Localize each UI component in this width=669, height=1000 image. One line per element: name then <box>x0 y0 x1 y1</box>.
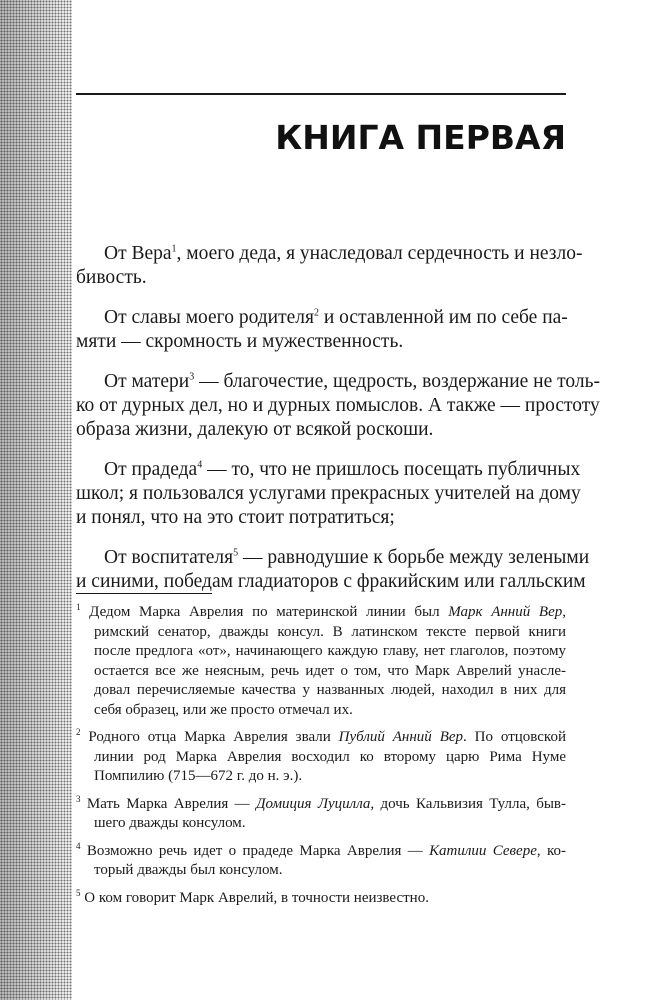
top-rule <box>76 93 566 95</box>
footnote-ref[interactable]: 5 <box>233 547 239 559</box>
footnote: $^5$ О ком говорит Марк Аврелий, в точности неизвестно. <box>76 887 429 906</box>
paragraph: От прадеда$^4$ — то, что не пришлось посещать публичных школ; я пользовался услугами прекрасных учителей на дому и понял, что на это стоит потратиться; <box>76 459 581 528</box>
footnote: $^1$ Дедом Марка Аврелия по материнской линии был Марк Анний Вер, римский сенатор, дважды консул. В латинском тексте первой книги после предлога «от», начинающего каждую главу, нет глаголов, поэтому остается все же неясным, речь идет о том, что Марк Аврелий унасле- довал перечисляемые качества у названных людей, находил в них для себя образец, или же просто отмечал их. <box>76 602 566 718</box>
footnote: $^3$ Мать Марка Аврелия — Домиция Луцилла, дочь Кальвизия Тулла, быв- шего дважды консулом. <box>76 793 567 831</box>
footnote: $^4$ Возможно речь идет о прадеде Марка Аврелия — Катилии Севере, ко- торый дважды был консулом. <box>76 840 566 878</box>
footnote-number: 4 <box>76 840 81 851</box>
paragraph: От Вера$^1$, моего деда, я унаследовал сердечность и незло- бивость. <box>76 243 583 288</box>
paragraph: От воспитателя$^5$ — равнодушие к борьбе между зелеными и синими, победам гладиаторов с фракийским или галльским <box>76 547 590 592</box>
paragraph: От матери$^3$ — благочестие, щедрость, воздержание не толь- ко от дурных дел, но и дурных помыслов. А также — простоту образа жизни, далекую от всякой роскоши. <box>76 371 601 440</box>
footnote-ref[interactable]: 4 <box>197 459 203 471</box>
footnote-number: 5 <box>76 887 81 898</box>
footnote: $^2$ Родного отца Марка Аврелия звали Публий Анний Вер. По отцовской линии род Марка Аврелия восходил ко второму царю Рима Нуме Помпилию (715—672 г. до н. э.). <box>76 727 566 784</box>
footnote-ref[interactable]: 1 <box>171 243 177 255</box>
page-edge-shadow <box>0 0 72 1000</box>
paragraph: От славы моего родителя$^2$ и оставленной им по себе па- мяти — скромность и мужественность. <box>76 307 568 352</box>
footnote-number: 1 <box>76 602 81 612</box>
footnotes <box>76 603 566 916</box>
footnote-ref[interactable]: 3 <box>189 371 195 383</box>
footnote-number: 2 <box>76 727 81 737</box>
main-text <box>76 242 601 610</box>
footnote-ref[interactable]: 2 <box>314 307 319 319</box>
footnote-separator <box>76 593 212 594</box>
chapter-title: КНИГА ПЕРВАЯ <box>275 118 566 157</box>
footnote-number: 3 <box>76 793 81 804</box>
